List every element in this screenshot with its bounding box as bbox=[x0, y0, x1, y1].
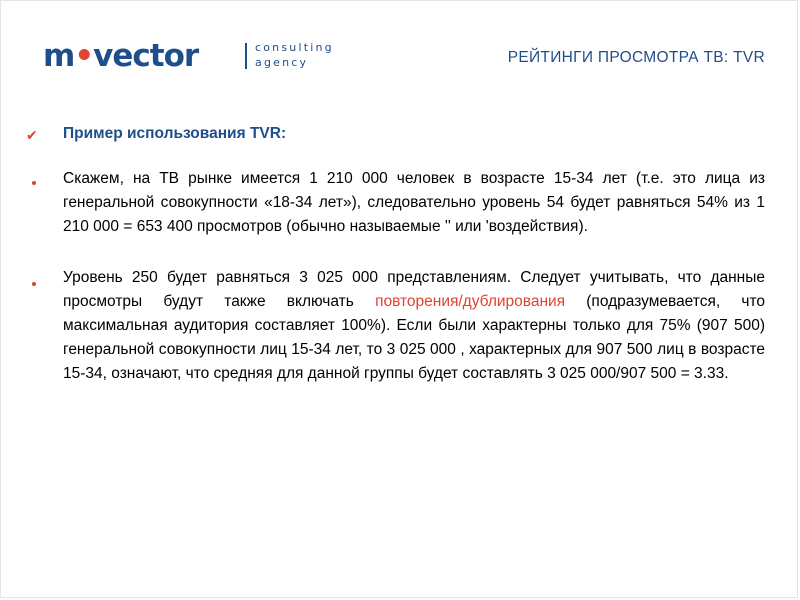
logo-tagline bbox=[255, 40, 334, 70]
highlight-repetitions: повторения/дублирования bbox=[375, 293, 566, 310]
bullet-dot-icon bbox=[32, 282, 36, 286]
page-title: РЕЙТИНГИ ПРОСМОТРА ТВ: TVR bbox=[507, 49, 765, 66]
mvector-logo bbox=[43, 37, 353, 77]
section-title: Пример использования TVR: bbox=[63, 125, 287, 142]
paragraph-text-before: Уровень 250 будет равняться 3 025 000 представлениям. Следует учитывать, что данные просмотры будут также включать bbox=[63, 269, 765, 310]
logo-wordmark-m: m bbox=[43, 38, 75, 74]
logo-accent-mark: • bbox=[74, 38, 94, 74]
logo-tagline-line1: consulting bbox=[255, 41, 334, 54]
check-bullet-icon: ✔ bbox=[26, 127, 38, 143]
logo-wordmark-vector: vector bbox=[93, 38, 199, 74]
paragraph-example-250 bbox=[63, 266, 765, 386]
logo-divider bbox=[245, 43, 247, 69]
bullet-dot-icon bbox=[32, 181, 36, 185]
paragraph-example-54: Скажем, на ТВ рынке имеется 1 210 000 человек в возрасте 15-34 лет (т.е. это лица из генеральной совокупности «18-34 лет»), следовательно уровень 54 будет равняться 54% из 1 210 000 = 653 400 просмотров (обычно называемые '' или 'воздействия). bbox=[63, 170, 765, 235]
logo-wordmark bbox=[43, 39, 198, 73]
logo-tagline-line2: agency bbox=[255, 56, 309, 69]
paragraph-text-after: (подразумевается, что максимальная аудитория составляет 100%). Если были характерны только для 75% (907 500) генеральной совокупности лиц 15-34 лет, то 3 025 000 , характерных для 907 500 лиц в возрасте 15-34, означают, что средняя для данной группы будет составлять 3 025 000/907 500 = 3.33. bbox=[63, 293, 765, 382]
